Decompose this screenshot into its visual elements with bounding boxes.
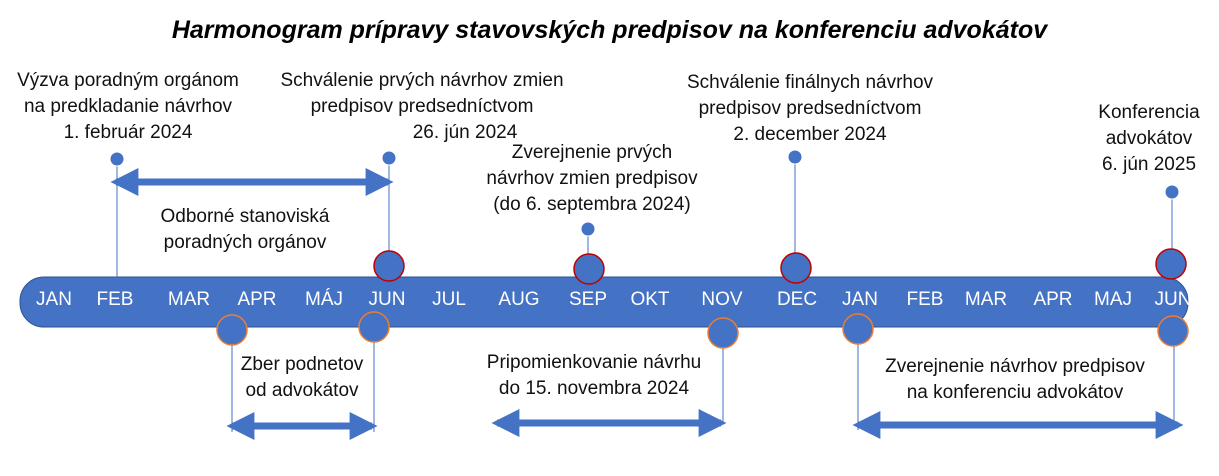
month-label: OKT <box>630 289 670 310</box>
event-label-line: na predkladanie návrhov <box>23 96 233 117</box>
event-label-schvalenie-prvych <box>255 68 589 146</box>
event-dot <box>382 151 396 165</box>
period-label-line: Pripomienkovanie návrhu <box>486 352 702 373</box>
month-label: NOV <box>701 289 743 310</box>
month-label: MÁJ <box>305 289 343 310</box>
event-label-line: návrhov zmien predpisov <box>486 168 698 189</box>
milestone-marker <box>374 251 404 281</box>
milestone-marker <box>1156 249 1186 279</box>
month-label: AUG <box>498 289 540 310</box>
event-label-line: Schválenie finálnych návrhov <box>686 72 934 93</box>
period-marker <box>217 315 247 345</box>
period-label-odborne-stanoviska <box>135 204 355 256</box>
event-label-line: predpisov predsedníctvom <box>698 98 922 119</box>
period-label-line: do 15. novembra 2024 <box>498 378 690 399</box>
month-label: JUN <box>1154 289 1192 310</box>
period-label-line: Odborné stanoviská <box>160 206 330 227</box>
period-label-zber-podnetov <box>217 352 387 404</box>
event-label-line: Výzva poradným orgánom <box>17 70 239 91</box>
event-label-line: advokátov <box>1105 128 1193 149</box>
event-dot <box>788 150 802 164</box>
month-label: JAN <box>36 289 72 310</box>
period-label-line: Zber podnetov <box>240 354 364 375</box>
event-label-line: Konferencia <box>1098 102 1200 123</box>
event-label-konferencia <box>1084 100 1214 178</box>
event-label-schvalenie-finalnych <box>662 70 958 148</box>
month-label: FEB <box>906 289 944 310</box>
milestone-marker <box>574 254 604 284</box>
period-label-line: poradných orgánov <box>163 232 327 253</box>
month-label: APR <box>237 289 277 310</box>
event-label-line: 26. jún 2024 <box>412 122 518 143</box>
period-label-zverejnenie-navrhov <box>862 354 1168 406</box>
event-label-line: predpisov predsedníctvom <box>310 96 534 117</box>
month-label: JUL <box>432 289 466 310</box>
event-label-line: 2. december 2024 <box>733 124 887 145</box>
period-marker <box>1158 316 1188 346</box>
event-label-line: (do 6. septembra 2024) <box>493 194 691 215</box>
event-label-vyzva <box>0 68 256 146</box>
month-label: MAR <box>167 289 211 310</box>
event-label-line: Zverejnenie prvých <box>511 142 673 163</box>
month-label: MAJ <box>1094 289 1132 310</box>
month-label: DEC <box>776 289 818 310</box>
period-marker <box>359 312 389 342</box>
month-label: JUN <box>368 289 406 310</box>
period-marker <box>708 318 738 348</box>
period-label-line: od advokátov <box>245 380 359 401</box>
month-label: MAR <box>964 289 1008 310</box>
event-label-line: Schválenie prvých návrhov zmien <box>280 70 564 91</box>
event-label-line: 1. február 2024 <box>63 122 193 143</box>
event-label-zverejnenie-prvych <box>462 140 722 218</box>
milestone-marker <box>781 253 811 283</box>
period-label-pripomienkovanie <box>460 350 728 402</box>
diagram-title: Harmonogram prípravy stavovských predpisov na konferenciu advokátov <box>171 16 1048 44</box>
event-dot <box>1165 185 1179 199</box>
month-label: APR <box>1033 289 1073 310</box>
event-dot <box>581 222 595 236</box>
event-label-line: 6. jún 2025 <box>1101 154 1197 175</box>
month-label: FEB <box>96 289 134 310</box>
month-label: SEP <box>568 289 608 310</box>
period-label-line: Zverejnenie návrhov predpisov <box>885 356 1145 377</box>
period-label-line: na konferenciu advokátov <box>906 382 1124 403</box>
month-label: JAN <box>842 289 878 310</box>
period-marker <box>843 314 873 344</box>
event-dot <box>110 152 124 166</box>
